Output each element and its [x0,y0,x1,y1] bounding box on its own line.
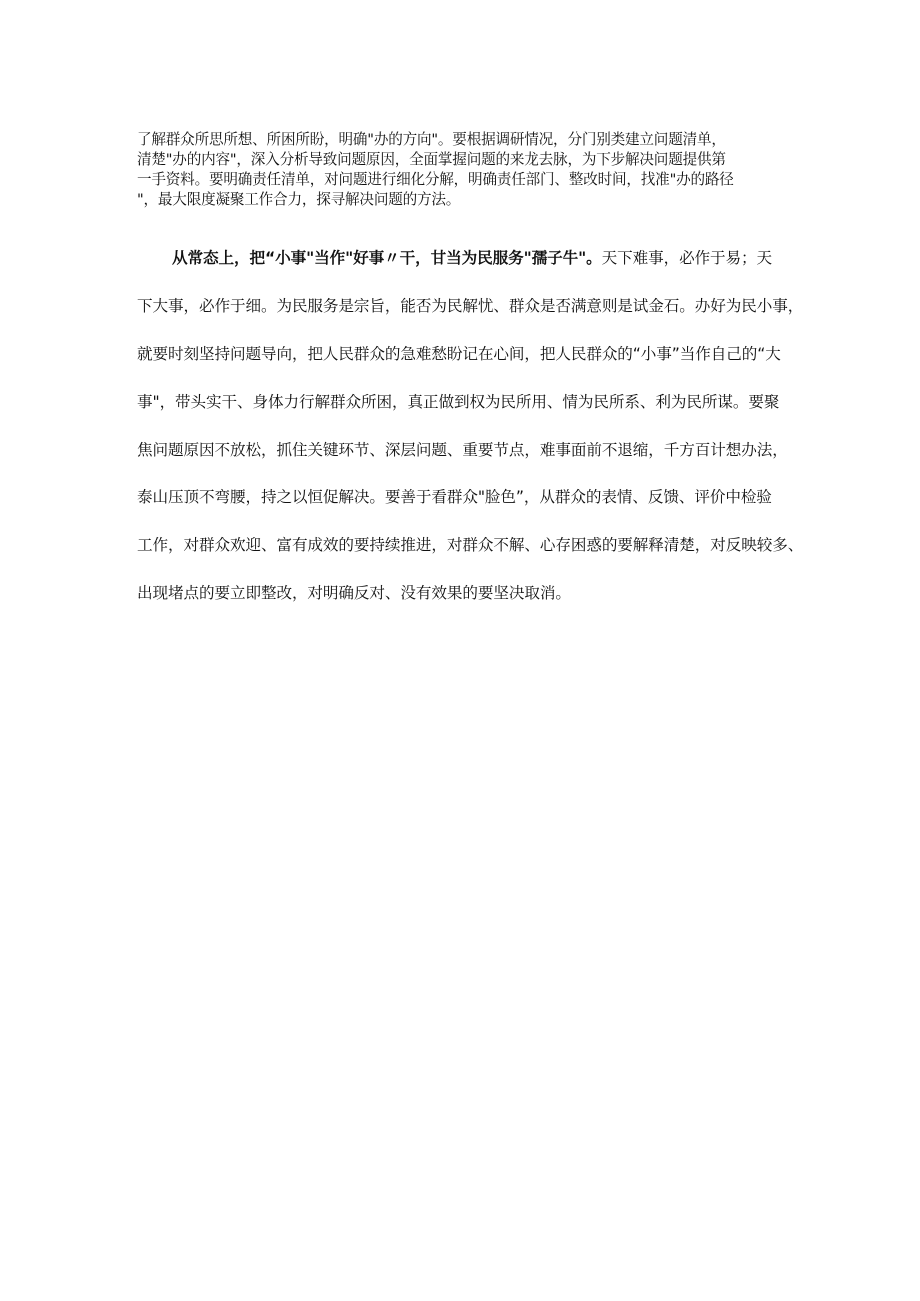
text-line [172,246,772,268]
text-line: 清楚"办的内容"，深入分析导致问题原因，全面掌握问题的来龙去脉，为下步解决问题提供第 [137,151,726,168]
text-line: 工作，对群众欢迎、富有成效的要持续推进，对群众不解、心存困惑的要解释清楚，对反映较多、 [137,536,804,554]
text-line: 了解群众所思所想、所困所盼，明确"办的方向"。要根据调研情况，分门别类建立问题清单， [137,131,726,148]
text-run: 天下难事，必作于易；天 [601,249,773,267]
text-line: 泰山压顶不弯腰，持之以恒促解决。要善于看群众"脸色”，从群众的表情、反馈、评价中检验 [137,488,772,506]
text-line: "，最大限度凝聚工作合力，探寻解决问题的方法。 [137,191,461,208]
text-line: 出现堵点的要立即整改，对明确反对、没有效果的要坚决取消。 [137,584,571,602]
text-line: 一手资料。要明确责任清单，对问题进行细化分解，明确责任部门、整改时间，找准"办的路径 [137,171,734,188]
paragraph-heading: 从常态上，把“小事"当作"好事〃干，甘当为民服务"孺子牛"。 [172,249,602,267]
text-line: 下大事，必作于细。为民服务是宗旨，能否为民解忧、群众是否满意则是试金石。办好为民小事， [137,297,804,315]
text-line: 事"，带头实干、身体力行解群众所困，真正做到权为民所用、情为民所系、利为民所谋。要聚 [137,393,780,411]
text-line: 就要时刻坚持问题导向，把人民群众的急难愁盼记在心间，把人民群众的“小事”当作自己的“大 [137,345,781,363]
text-line: 焦问题原因不放松，抓住关键环节、深层问题、重要节点，难事面前不退缩，千方百计想办法， [137,441,788,459]
